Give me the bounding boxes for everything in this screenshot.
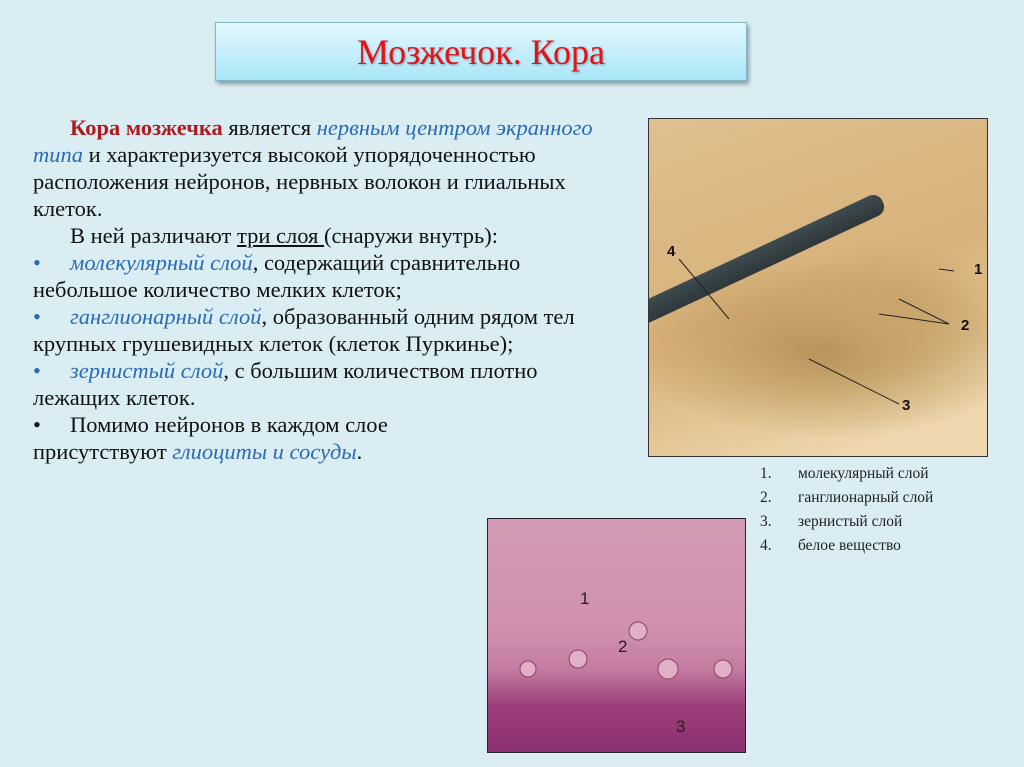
- figure-label-3: 3: [902, 397, 911, 414]
- legend-list: [760, 462, 933, 558]
- figure-label-4: 4: [667, 243, 676, 260]
- purkinje-cells: [488, 519, 745, 752]
- legend-num: 1.: [760, 465, 772, 482]
- highlight: молекулярный слой: [70, 250, 253, 275]
- legend-text: молекулярный слой: [798, 465, 929, 482]
- bullet-granular: [33, 357, 613, 411]
- legend-item: [760, 462, 933, 486]
- text: , с большим количеством плотно лежащих клеток.: [33, 358, 538, 410]
- label-lines: [649, 119, 987, 456]
- highlight: ганглионарный слой: [70, 304, 262, 329]
- figure-label-2: 2: [961, 317, 970, 334]
- highlight: глиоциты и сосуды: [172, 439, 357, 464]
- title-box: [215, 22, 747, 81]
- text: .: [356, 439, 363, 464]
- legend-num: 4.: [760, 537, 772, 554]
- bullet-glia: [33, 411, 478, 465]
- legend-text: белое вещество: [798, 537, 901, 554]
- highlight: зернистый слой: [70, 358, 224, 383]
- bullet-icon: •: [33, 304, 41, 329]
- text: является: [222, 115, 317, 140]
- slide-title: Мозжечок. Кора: [357, 31, 605, 72]
- bullet-ganglionic: [33, 303, 613, 357]
- bullet-icon: •: [33, 412, 41, 437]
- highlight: нервным центром экранного типа: [33, 115, 593, 167]
- legend-num: 3.: [760, 513, 772, 530]
- legend-item: [760, 510, 933, 534]
- micro-label-2: 2: [618, 637, 628, 656]
- paragraph-intro: [33, 114, 613, 222]
- text: и характеризуется высокой упорядоченностью расположения нейронов, нервных волокон и глиальных клеток.: [33, 142, 566, 221]
- underlined: три слоя: [237, 223, 325, 248]
- term: Кора мозжечка: [70, 115, 223, 140]
- histology-micrograph-image: [487, 518, 746, 753]
- figure-label-1: 1: [974, 261, 983, 278]
- text: В ней различают: [70, 223, 237, 248]
- legend-text: зернистый слой: [798, 513, 903, 530]
- bullet-molecular: [33, 249, 613, 303]
- micro-label-1: 1: [580, 589, 590, 608]
- cerebellum-section-image: [648, 118, 988, 457]
- micro-label-3: 3: [676, 717, 686, 736]
- legend-text: ганглионарный слой: [798, 489, 934, 506]
- text: , образованный одним рядом тел крупных грушевидных клеток (клеток Пуркинье);: [33, 304, 575, 356]
- paragraph-layers: [33, 222, 613, 249]
- legend-item: [760, 534, 933, 558]
- body-text: [33, 114, 613, 465]
- text: , содержащий сравнительно небольшое количество мелких клеток;: [33, 250, 521, 302]
- legend-item: [760, 486, 933, 510]
- text: (снаружи внутрь):: [324, 223, 498, 248]
- legend-num: 2.: [760, 489, 772, 506]
- bullet-icon: •: [33, 250, 41, 275]
- text: Помимо нейронов в каждом слое присутствуют: [33, 412, 388, 464]
- bullet-icon: •: [33, 358, 41, 383]
